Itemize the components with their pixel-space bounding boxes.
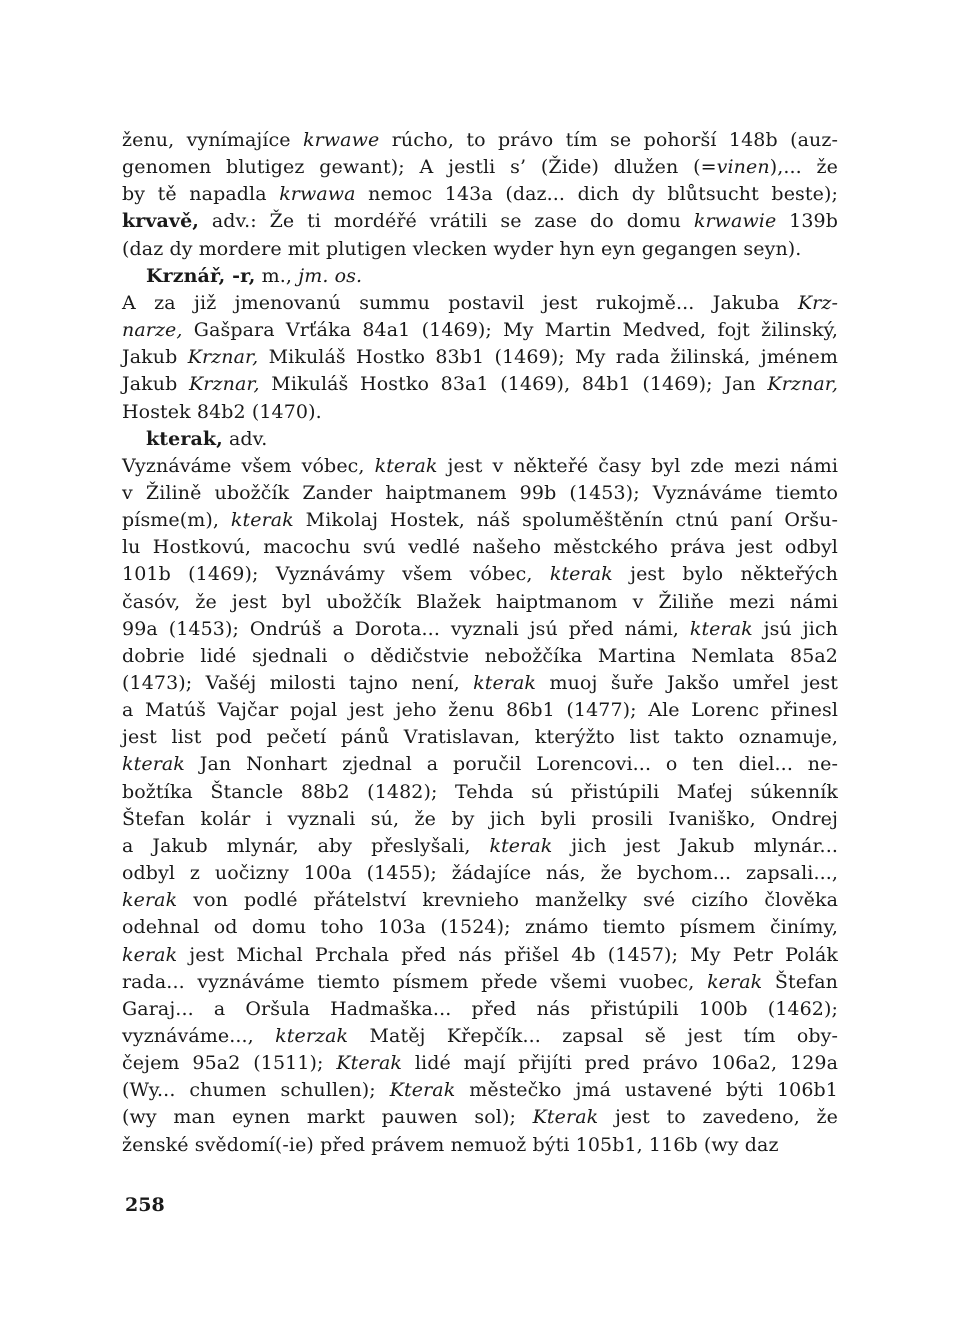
- text-line: odehnal od domu toho 103a (1524); známo tiemto písmem činímy,: [122, 916, 838, 938]
- text-line: Garaj... a Oršula Hadmaška... před nás přistúpili 100b (1462);: [122, 998, 838, 1020]
- text-line: písme(m), kterak Mikolaj Hostek, náš spoluměštěnín ctnú paní Oršu-: [122, 509, 838, 531]
- text-line: narze, Gašpara Vrťáka 84a1 (1469); My Martin Medved, fojt žilinský,: [122, 319, 838, 341]
- text-line: A za již jmenovanú summu postavil jest rukojmě... Jakuba Krz-: [122, 292, 838, 314]
- text-line: by tě napadla krwawa nemoc 143a (daz... dich dy blůtsucht beste);: [122, 183, 838, 205]
- text-line: kterak, adv.: [146, 428, 268, 450]
- text-line: (1473); Vašéj milosti tajno není, kterak muoj šuře Jakšo umřel jest: [122, 672, 838, 694]
- text-line: časóv, že jest byl ubožčík Blažek haiptmanom v Žiliňe mezi námi: [122, 591, 838, 613]
- text-line: vyznáváme..., kterzak Matěj Křepčík... zapsal sě jest tím oby-: [122, 1025, 838, 1047]
- text-line: 99a (1453); Ondrúš a Dorota... vyznali jsú před námi, kterak jsú jich: [122, 618, 838, 640]
- text-line: Krznář, -r, m., jm. os.: [146, 265, 363, 287]
- text-line: (Wy... chumen schullen); Kterak městečko jmá ustavené býti 106b1: [122, 1079, 838, 1101]
- text-line: čejem 95a2 (1511); Kterak lidé mají přijíti pred právo 106a2, 129a: [122, 1052, 838, 1074]
- text-line: Hostek 84b2 (1470).: [122, 401, 322, 423]
- text-line: (wy man eynen markt pauwen sol); Kterak jest to zavedeno, že: [122, 1106, 838, 1128]
- text-line: a Jakub mlynár, aby přeslyšali, kterak jich jest Jakub mlynár...: [122, 835, 838, 857]
- text-line: genomen blutigez gewant); A jestli s’ (Žide) dlužen (=vinen),... že: [122, 156, 838, 178]
- text-line: Vyznáváme všem vóbec, kterak jest v někteřé časy byl zde mezi námi: [122, 455, 839, 477]
- page-number: 258: [125, 1194, 165, 1216]
- text-line: Jakub Krznar, Mikuláš Hostko 83b1 (1469); My rada žilinská, jménem: [122, 346, 838, 368]
- text-line: kterak Jan Nonhart zjednal a poručil Lorencovi... o ten diel... ne-: [122, 753, 838, 775]
- text-line: (daz dy mordere mit plutigen vlecken wyder hyn eyn gegangen seyn).: [122, 238, 802, 260]
- text-line: odbyl z uočizny 100a (1455); žádajíce nás, že bychom... zapsali...,: [122, 862, 838, 884]
- text-line: kerak jest Michal Prchala před nás přišel 4b (1457); My Petr Polák: [122, 944, 838, 966]
- text-line: 101b (1469); Vyznávámy všem vóbec, kterak jest bylo někteřých: [122, 563, 838, 585]
- text-line: božtíka Štancle 88b2 (1482); Tehda sú přistúpili Maťej súkenník: [122, 781, 838, 803]
- text-line: kerak von podlé přátelství krevnieho manželky své cizího člověka: [122, 889, 838, 911]
- text-line: ženu, vynímajíce krwawe rúcho, to právo tím se pohorší 148b (auz-: [122, 129, 838, 151]
- text-line: v Žilině ubožčík Zander haiptmanem 99b (1453); Vyznáváme tiemto: [122, 482, 838, 504]
- text-line: ženské svědomí(-ie) před právem nemuož býti 105b1, 116b (wy daz: [122, 1134, 779, 1156]
- text-line: Jakub Krznar, Mikuláš Hostko 83a1 (1469), 84b1 (1469); Jan Krznar,: [122, 373, 838, 395]
- text-line: lu Hostkovú, macochu svú vedlé našeho městckého práva jest odbyl: [122, 536, 838, 558]
- text-line: a Matúš Vajčar pojal jest jeho ženu 86b1 (1477); Ale Lorenc přinesl: [122, 699, 838, 721]
- text-line: krvavě, adv.: Že ti mordéřé vrátili se zase do domu krwawie 139b: [122, 210, 839, 232]
- text-line: dobrie lidé sjednali o dědičstvie nebožčíka Martina Nemlata 85a2: [122, 645, 838, 667]
- text-line: Štefan kolár i vyznali sú, že by jich byli prosili Ivaniško, Ondrej: [122, 808, 838, 830]
- text-line: jest list pod pečetí pánů Vratislavan, kterýžto list takto oznamuje,: [122, 726, 838, 748]
- text-line: rada... vyznáváme tiemto písmem přede všemi vuobec, kerak Štefan: [122, 971, 839, 993]
